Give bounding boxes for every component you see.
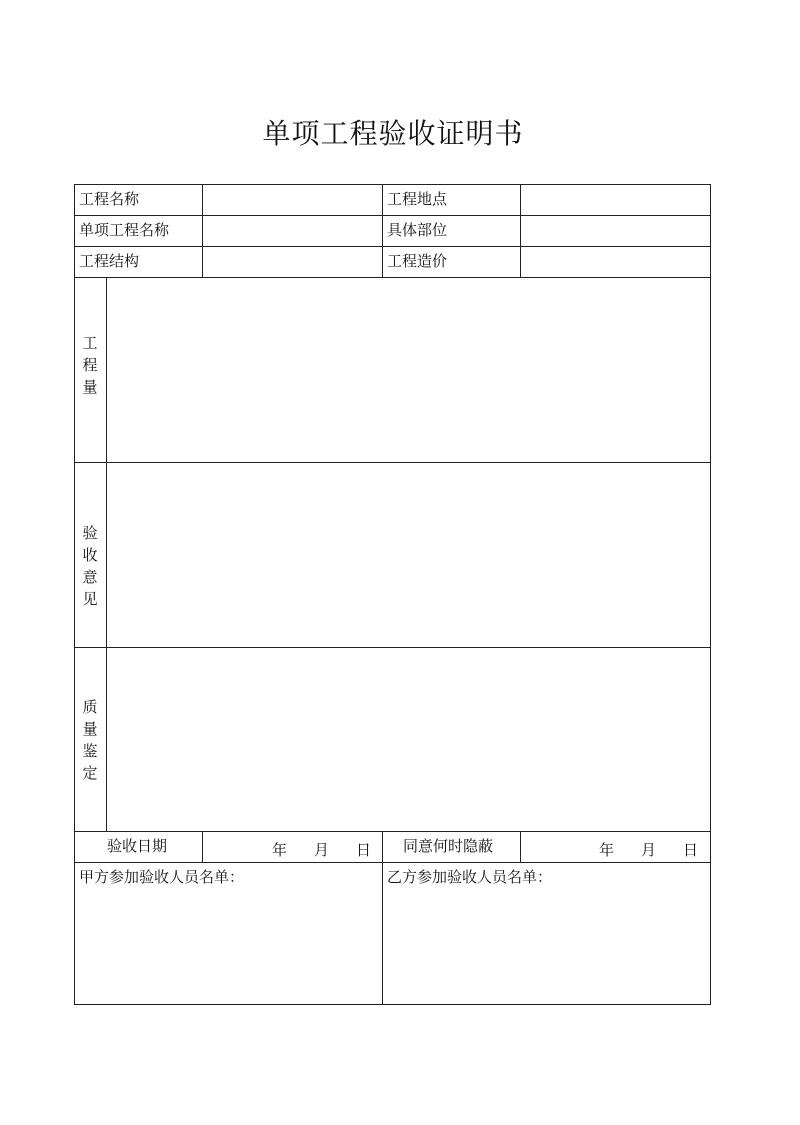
specific-part-label: 具体部位 [387,221,448,239]
project-location-label: 工程地点 [387,190,448,208]
row-divider [74,862,711,863]
col-divider [520,831,521,862]
col-divider [202,184,203,277]
row-divider [74,277,711,278]
concealment-date-day[interactable]: 日 [683,841,699,859]
project-cost-label: 工程造价 [387,252,448,270]
party-b-signatories-label: 乙方参加验收人员名单： [387,868,553,886]
concealment-date-year[interactable]: 年 [599,841,615,859]
section-label-quantity: 工程量 [82,334,98,396]
party-a-signatories-label: 甲方参加验收人员名单： [79,868,245,886]
project-structure-label: 工程结构 [79,252,140,270]
acceptance-date-year[interactable]: 年 [272,841,288,859]
concealment-date-label: 同意何时隐蔽 [403,837,494,855]
col-divider [520,184,521,277]
col-divider [202,831,203,862]
row-divider [74,462,106,463]
acceptance-date-month[interactable]: 月 [314,841,330,859]
project-name-label: 工程名称 [79,190,140,208]
document-title: 单项工程验收证明书 [262,117,524,150]
col-divider [106,277,107,831]
concealment-date-month[interactable]: 月 [641,841,657,859]
acceptance-date-label: 验收日期 [107,837,168,855]
row-divider [74,215,711,216]
section-label-acceptance-opinion: 验收意见 [82,524,98,608]
row-divider [106,462,711,463]
row-divider [74,831,711,832]
section-label-quality-assessment: 质量鉴定 [82,698,98,782]
col-divider [382,831,383,862]
row-divider [74,246,711,247]
sub-project-name-label: 单项工程名称 [79,221,170,239]
col-divider [382,184,383,277]
row-divider [74,647,711,648]
acceptance-date-day[interactable]: 日 [356,841,372,859]
col-divider [382,862,383,1005]
